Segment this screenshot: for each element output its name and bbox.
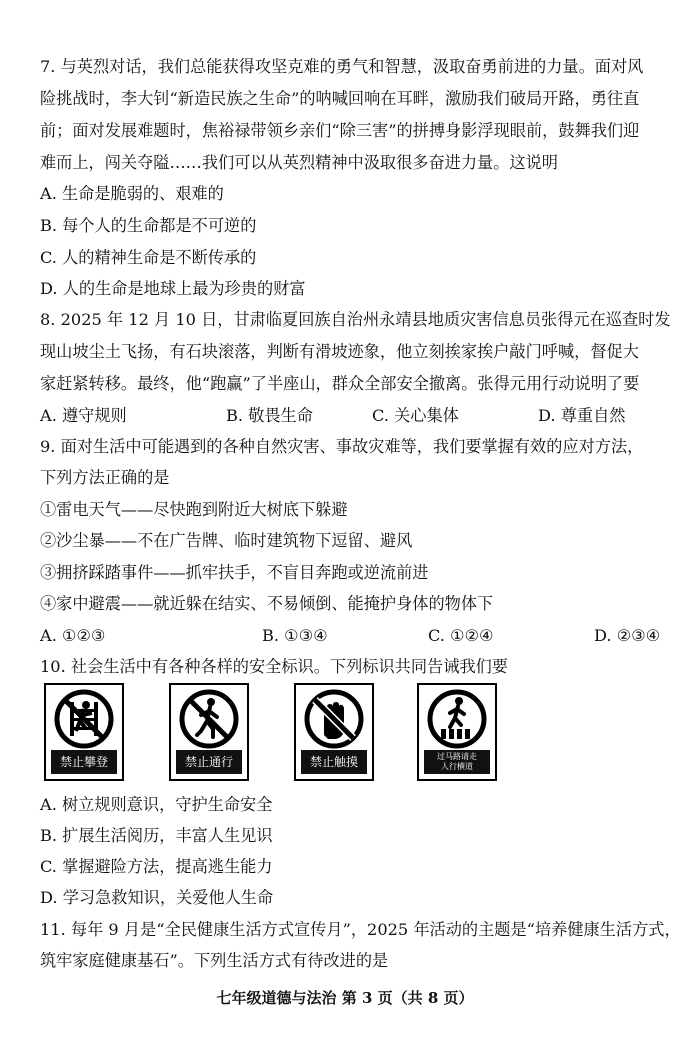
sign-use-crosswalk — [417, 683, 497, 781]
q7-stem-line-4: 难而上，闯关夺隘……我们可以从英烈精神中汲取很多奋进力量。这说明 — [40, 153, 558, 172]
q11-stem-line-2: 筑牢家庭健康基石”。下列生活方式有待改进的是 — [40, 951, 389, 970]
q9-option-d: D. ②③④ — [594, 626, 661, 645]
q8-stem-line-1: 8. 2025 年 12 月 10 日，甘肃临夏回族自治州永靖县地质灾害信息员张得元在巡查时发 — [40, 310, 671, 329]
q9-option-b: B. ①③④ — [262, 626, 328, 645]
sign-label-no-touching: 禁止触摸 — [301, 750, 367, 774]
sign-label-use-crosswalk — [424, 750, 490, 774]
sign-no-touching — [294, 683, 374, 781]
q9-item-1: ①雷电天气——尽快跑到附近大树底下躲避 — [40, 500, 348, 519]
q9-option-c: C. ①②④ — [428, 626, 494, 645]
page-footer: 七年级道德与法治 第 3 页（共 8 页） — [216, 989, 474, 1007]
q9-option-a: A. ①②③ — [40, 626, 106, 645]
q7-stem-line-3: 前；面对发展难题时，焦裕禄带领乡亲们“除三害”的拼搏身影浮现眼前，鼓舞我们迎 — [40, 121, 640, 140]
q11-stem-line-1: 11. 每年 9 月是“全民健康生活方式宣传月”，2025 年活动的主题是“培养健康生活方式， — [40, 920, 681, 939]
q9-item-3: ③拥挤踩踏事件——抓牢扶手，不盲目奔跑或逆流前进 — [40, 563, 429, 582]
q8-stem-line-2: 现山坡尘土飞扬，有石块滚落，判断有滑坡迹象，他立刻挨家挨户敲门呼喊，督促大 — [40, 342, 639, 361]
sign-label-no-passage: 禁止通行 — [176, 750, 242, 774]
q7-stem-line-1: 7. 与英烈对话，我们总能获得攻坚克难的勇气和智慧，汲取奋勇前进的力量。面对风 — [40, 57, 644, 76]
q10-stem: 10. 社会生活中有各种各样的安全标识。下列标识共同告诫我们要 — [40, 657, 508, 676]
q10-option-a: A. 树立规则意识，守护生命安全 — [40, 795, 273, 814]
q8-option-b: B. 敬畏生命 — [226, 406, 313, 425]
q10-option-b: B. 扩展生活阅历，丰富人生见识 — [40, 826, 273, 845]
q8-option-d: D. 尊重自然 — [538, 406, 626, 425]
q8-option-a: A. 遵守规则 — [40, 406, 127, 425]
q8-stem-line-3: 家赶紧转移。最终，他“跑赢”了半座山，群众全部安全撤离。张得元用行动说明了要 — [40, 374, 640, 393]
q7-option-c: C. 人的精神生命是不断传承的 — [40, 248, 257, 267]
q8-option-c: C. 关心集体 — [372, 406, 459, 425]
sign-label-line-2: 人行横道 — [441, 762, 473, 771]
sign-no-climbing — [44, 683, 124, 781]
q9-stem-line-2: 下列方法正确的是 — [40, 468, 170, 487]
q9-item-2: ②沙尘暴——不在广告牌、临时建筑物下逗留、避风 — [40, 531, 413, 550]
q7-option-a: A. 生命是脆弱的、艰难的 — [40, 184, 224, 203]
sign-no-passage — [169, 683, 249, 781]
q7-stem-line-2: 险挑战时，李大钊“新造民族之生命”的呐喊回响在耳畔，激励我们破局开路，勇往直 — [40, 89, 640, 108]
sign-label-no-climbing: 禁止攀登 — [51, 750, 117, 774]
q7-option-d: D. 人的生命是地球上最为珍贵的财富 — [40, 279, 306, 298]
q7-option-b: B. 每个人的生命都是不可逆的 — [40, 216, 257, 235]
sign-label-line-1: 过马路请走 — [437, 752, 477, 761]
q10-option-d: D. 学习急救知识，关爱他人生命 — [40, 888, 274, 907]
q9-item-4: ④家中避震——就近躲在结实、不易倾倒、能掩护身体的物体下 — [40, 594, 494, 613]
q10-option-c: C. 掌握避险方法，提高逃生能力 — [40, 857, 273, 876]
q9-stem-line-1: 9. 面对生活中可能遇到的各种自然灾害、事故灾难等，我们要掌握有效的应对方法， — [40, 437, 644, 456]
